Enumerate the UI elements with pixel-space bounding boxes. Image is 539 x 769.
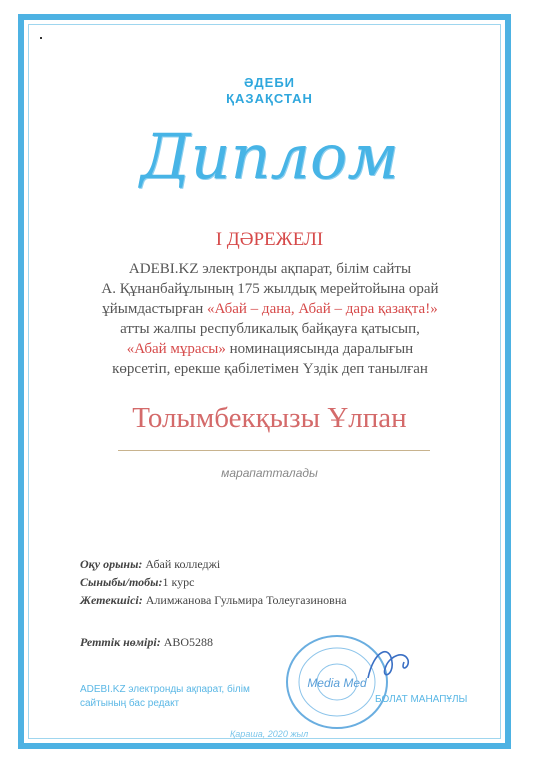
award-text: марапатталады [221, 466, 318, 480]
body-line-4: атты жалпы республикалық байқауға қатысып, [120, 321, 420, 337]
class-row [80, 575, 194, 590]
name-underline [118, 450, 430, 451]
diploma-body-text [60, 259, 480, 379]
scan-speck [40, 37, 42, 39]
registration-row [80, 635, 213, 650]
body-line-2: А. Құнанбайұлының 175 жылдық мерейтойына орай [101, 281, 439, 297]
brand-logo-line2: ҚАЗАҚСТАН [226, 91, 313, 106]
diploma-title: Диплом [140, 120, 399, 193]
brand-logo-line1: ӘДЕБИ [243, 75, 296, 90]
body-line-5 [60, 339, 480, 359]
class-value: 1 курс [162, 575, 195, 589]
teacher-row [80, 593, 347, 608]
registration-number: ABO5288 [160, 635, 214, 649]
body-line-6: көрсетіп, ерекше қабілетімен Үздік деп танылған [112, 361, 428, 377]
chief-editor-title [80, 683, 270, 711]
handwritten-signature-icon [360, 640, 420, 690]
study-place-row [80, 557, 220, 572]
class-label: Сыныбы/тобы: [80, 575, 163, 589]
body-line-5-suffix: номинациясында даралығын [225, 341, 414, 357]
issue-date: Қараша, 2020 жыл [230, 729, 309, 739]
registration-label: Реттік нөмірі: [80, 635, 161, 649]
study-place-label: Оқу орыны: [80, 557, 143, 571]
study-place-value: Абай колледжі [142, 557, 221, 571]
body-line-1: ADEBI.KZ электронды ақпарат, білім сайты [128, 261, 412, 277]
nomination-name: «Абай мұрасы» [126, 341, 226, 357]
chief-editor-line1: ADEBI.KZ электронды ақпарат, білім [80, 684, 250, 695]
body-line-3 [60, 299, 480, 319]
stamp-text: Media Med [307, 676, 367, 690]
chief-editor-line2: сайтының бас редакт [80, 698, 180, 709]
degree-label: І ДӘРЕЖЕЛІ [215, 229, 324, 250]
contest-name: «Абай – дана, Абай – дара қазақта!» [207, 301, 438, 317]
recipient-name: Толымбекқызы Ұлпан [132, 402, 407, 434]
body-line-3-prefix: ұйымдастырған [102, 301, 208, 317]
signer-name: БОЛАТ МАНАПҰЛЫ [375, 694, 468, 705]
teacher-label: Жетекшісі: [80, 593, 143, 607]
teacher-value: Алимжанова Гульмира Толеугазиновна [142, 593, 347, 607]
